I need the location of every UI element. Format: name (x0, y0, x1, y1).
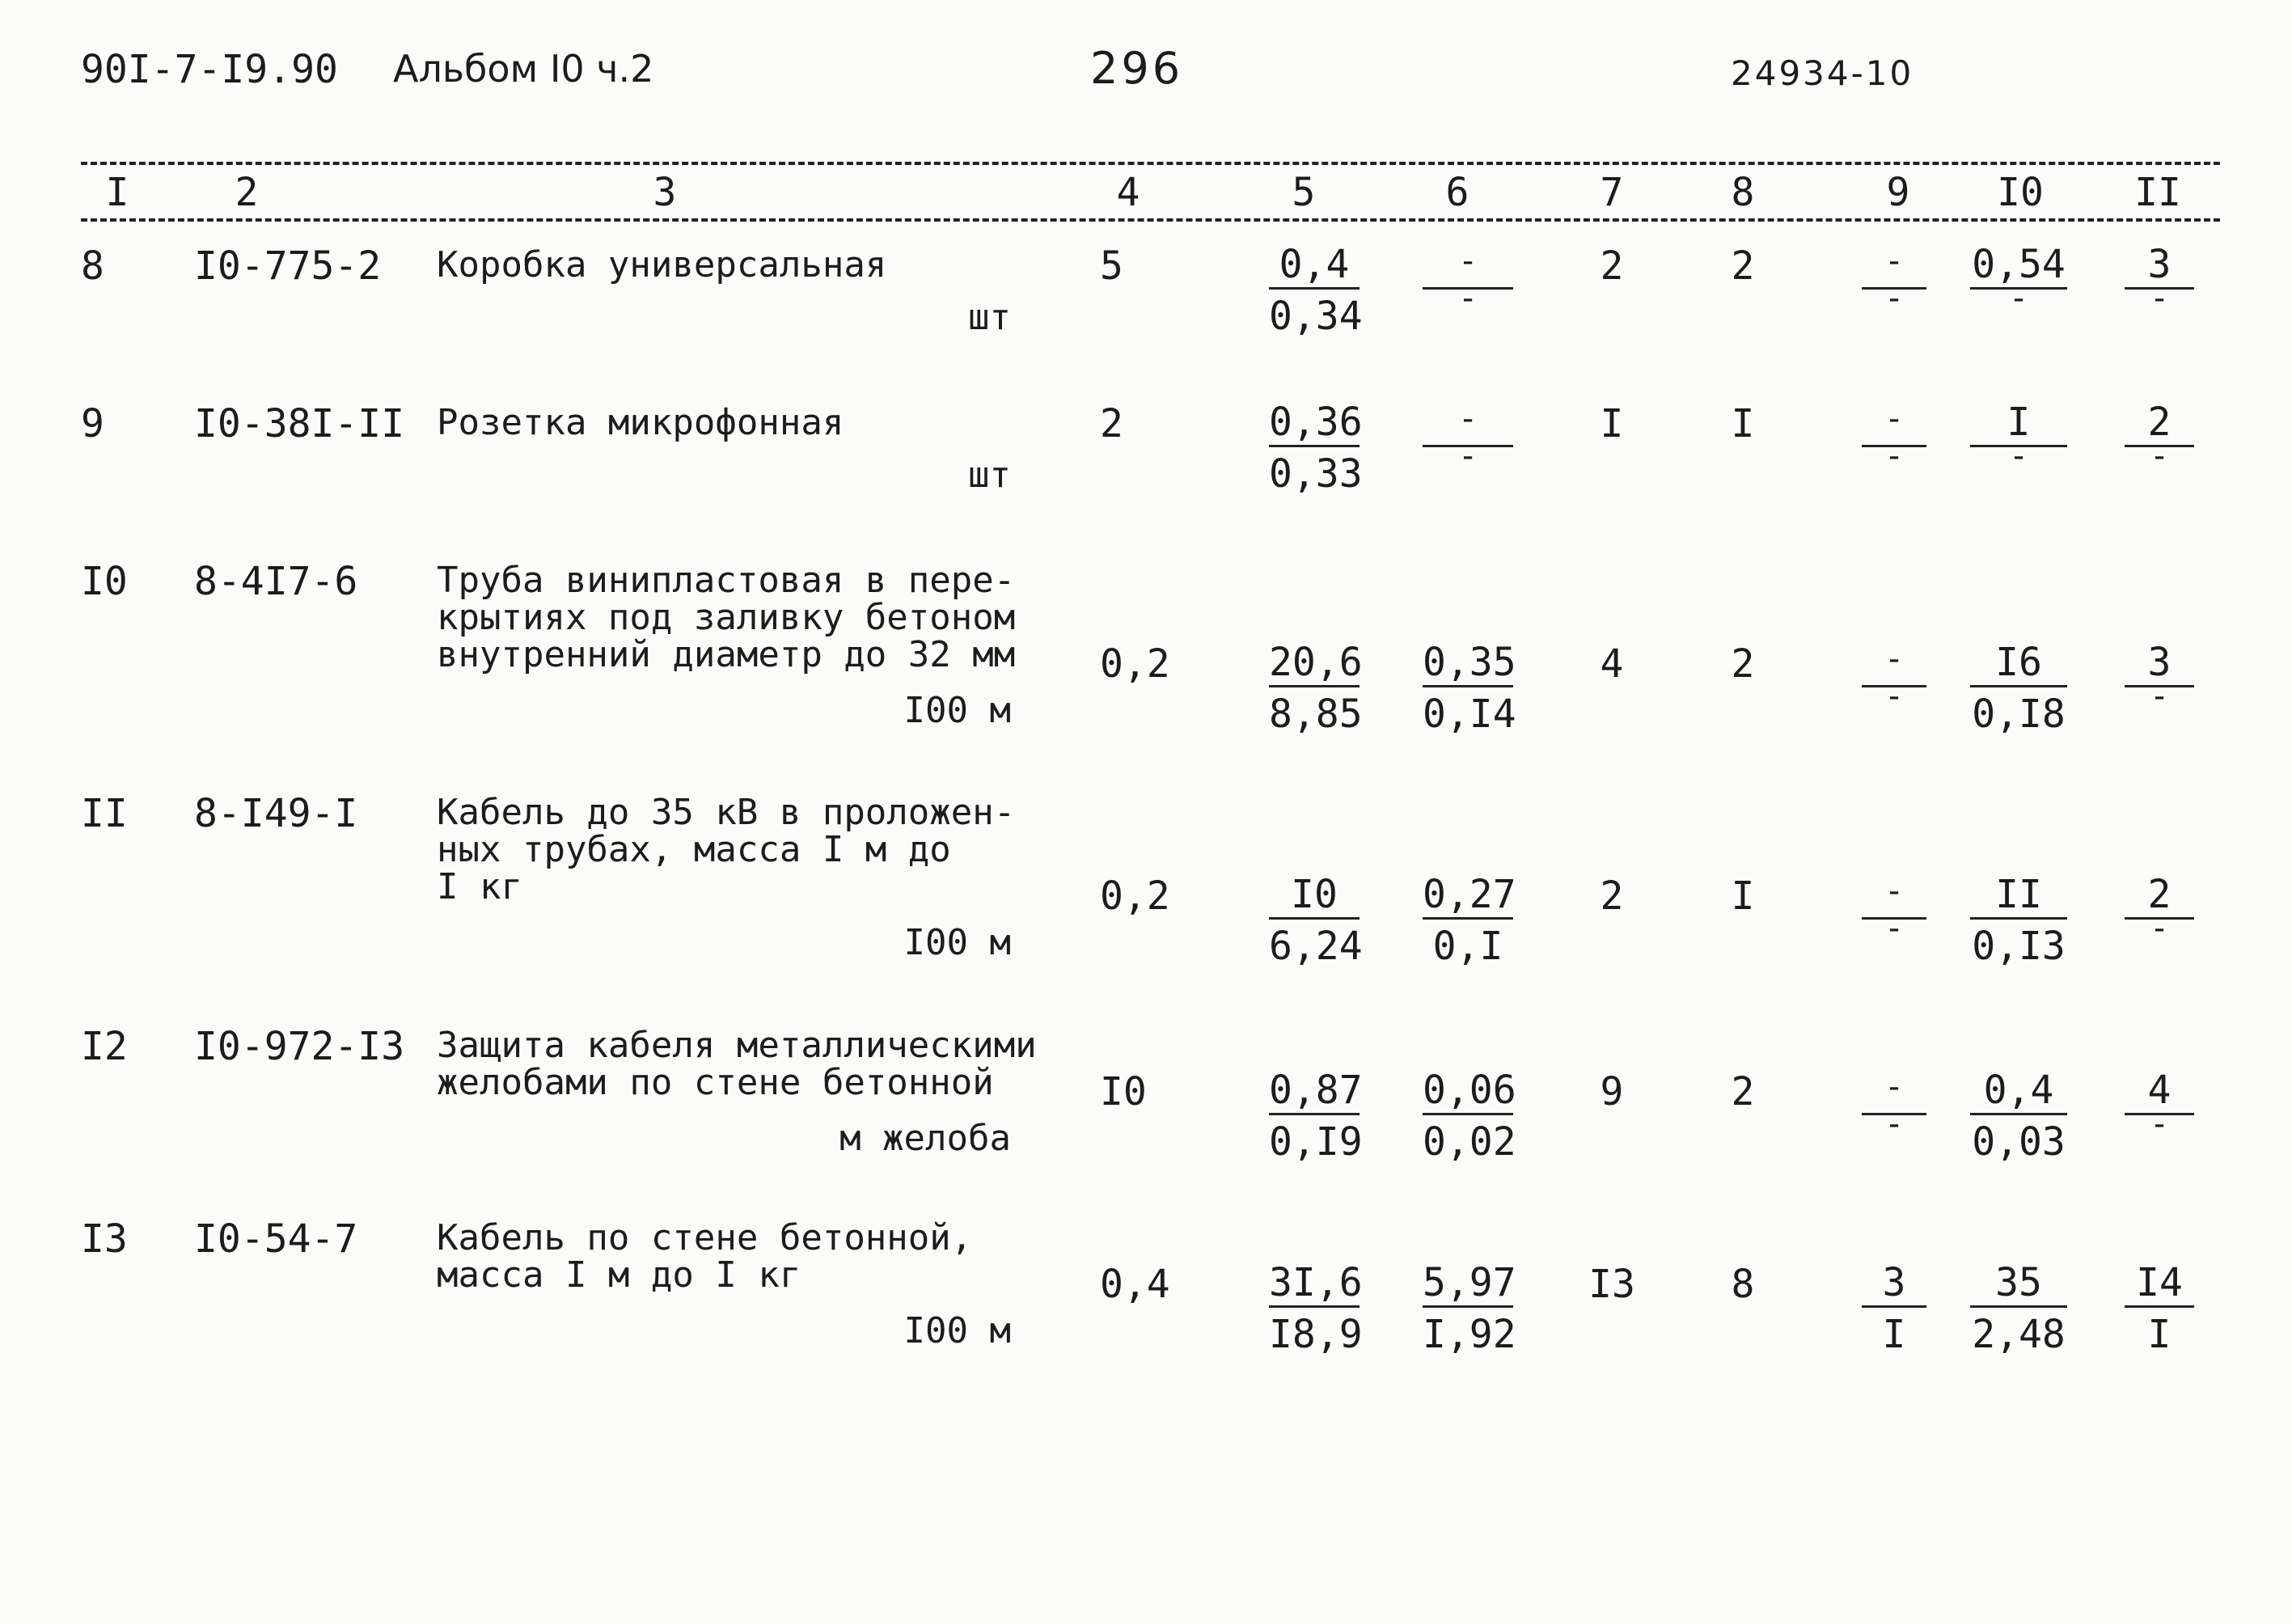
c9-fraction-line (1862, 1305, 1926, 1308)
c11-denominator: - (2149, 280, 2170, 317)
row-code: 8-I49-I (194, 791, 358, 836)
row-code: I0-38I-II (194, 401, 405, 446)
c5-fraction-line (1269, 445, 1360, 447)
c6-numerator: 5,97 (1423, 1260, 1516, 1305)
row-number: II (81, 791, 128, 836)
c10-numerator: I6 (1995, 640, 2042, 685)
c10-numerator: 0,4 (1983, 1068, 2054, 1113)
row-code: 8-4I7-6 (194, 559, 358, 604)
row-unit: I00 м (903, 690, 1011, 731)
row-description: Розетка микрофонная (437, 402, 844, 443)
column-header-5: 5 (1292, 170, 1316, 215)
c5-numerator: 0,4 (1279, 242, 1350, 287)
row-number: 8 (81, 243, 104, 289)
col7-value: 9 (1600, 1069, 1624, 1114)
c11-denominator: - (2149, 678, 2170, 715)
c5-numerator: 20,6 (1269, 640, 1363, 685)
c9-denominator: - (1884, 910, 1905, 947)
col4-value: 0,2 (1100, 641, 1170, 687)
c6-denominator: 0,I4 (1423, 691, 1516, 737)
header-top-rule (81, 162, 2220, 165)
header-bottom-rule (81, 218, 2220, 222)
c11-denominator: - (2149, 1106, 2170, 1143)
c5-fraction-line (1269, 917, 1360, 920)
col7-value: 4 (1600, 641, 1624, 687)
c6-fraction-line (1423, 685, 1513, 687)
doc-code: 90I-7-I9.90 (81, 47, 338, 92)
row-code: I0-972-I3 (194, 1024, 405, 1069)
c6-numerator: 0,35 (1423, 640, 1516, 685)
c6-fraction-line (1423, 1305, 1513, 1308)
row-description: Кабель по стене бетонной, масса I м до I кг (437, 1217, 973, 1296)
c10-numerator: I (2007, 400, 2031, 445)
c5-numerator: I0 (1291, 872, 1338, 917)
c6-denominator: - (1457, 280, 1478, 317)
c9-numerator: - (1884, 641, 1905, 678)
c6-denominator: - (1457, 438, 1478, 475)
c10-denominator: 0,I3 (1972, 924, 2066, 969)
c11-numerator: 3 (2147, 242, 2171, 287)
c11-denominator: - (2149, 438, 2170, 475)
c9-denominator: - (1884, 280, 1905, 317)
c5-fraction-line (1269, 685, 1360, 687)
column-header-8: 8 (1731, 170, 1755, 215)
row-number: I3 (81, 1216, 128, 1262)
c5-denominator: 8,85 (1269, 691, 1363, 737)
c5-numerator: 0,36 (1269, 400, 1363, 445)
c11-fraction-line (2125, 1305, 2194, 1308)
c10-fraction-line (1970, 1113, 2067, 1115)
row-description: Защита кабеля металлическими желобами по стене бетонной (437, 1025, 1037, 1103)
c11-numerator: 2 (2147, 872, 2171, 917)
c10-fraction-line (1970, 917, 2067, 920)
c5-fraction-line (1269, 287, 1360, 290)
c10-numerator: 0,54 (1972, 242, 2066, 287)
col7-value: 2 (1600, 243, 1624, 289)
row-description: Труба винипластовая в пере- крытиях под заливку бетоном внутренний диаметр до 32 мм (437, 560, 1016, 675)
c11-denominator: I (2147, 1312, 2171, 1357)
column-header-10: I0 (1997, 170, 2044, 215)
column-header-1: I (105, 170, 129, 215)
c9-denominator: - (1884, 438, 1905, 475)
col4-value: I0 (1100, 1069, 1147, 1114)
c5-denominator: 0,34 (1269, 294, 1363, 339)
row-unit: шт (968, 455, 1011, 496)
col8-value: 2 (1731, 243, 1755, 289)
c5-numerator: 0,87 (1269, 1068, 1363, 1113)
c10-fraction-line (1970, 1305, 2067, 1308)
col8-value: I (1731, 401, 1755, 446)
col8-value: I (1731, 873, 1755, 919)
column-header-3: 3 (653, 170, 677, 215)
c5-fraction-line (1269, 1305, 1360, 1308)
row-description: Кабель до 35 кВ в проложен- ных трубах, масса I м до I кг (437, 792, 1016, 907)
c5-denominator: 6,24 (1269, 924, 1363, 969)
c10-denominator: - (2008, 438, 2029, 475)
c11-numerator: 2 (2147, 400, 2171, 445)
c6-numerator: - (1457, 400, 1478, 438)
c5-denominator: 0,33 (1269, 451, 1363, 497)
col7-value: I (1600, 401, 1624, 446)
row-number: I2 (81, 1024, 128, 1069)
row-unit: I00 м (903, 922, 1011, 963)
c11-numerator: 3 (2147, 640, 2171, 685)
c9-numerator: - (1884, 243, 1905, 280)
col7-value: 2 (1600, 873, 1624, 919)
row-unit: м желоба (839, 1118, 1011, 1159)
column-header-9: 9 (1886, 170, 1910, 215)
sheet-code: 24934-10 (1731, 53, 1914, 93)
c9-numerator: 3 (1882, 1260, 1906, 1305)
c10-denominator: - (2008, 280, 2029, 317)
c9-denominator: I (1882, 1312, 1906, 1357)
c9-numerator: - (1884, 400, 1905, 438)
page-number: 296 (1090, 43, 1184, 94)
row-number: 9 (81, 401, 104, 446)
col8-value: 8 (1731, 1262, 1755, 1307)
row-code: I0-54-7 (194, 1216, 358, 1262)
col8-value: 2 (1731, 1069, 1755, 1114)
col4-value: 0,2 (1100, 873, 1170, 919)
c10-fraction-line (1970, 685, 2067, 687)
c5-numerator: 3I,6 (1269, 1260, 1363, 1305)
col4-value: 5 (1100, 243, 1123, 289)
row-description: Коробка универсальная (437, 244, 887, 285)
c6-denominator: I,92 (1423, 1312, 1516, 1357)
col8-value: 2 (1731, 641, 1755, 687)
c6-denominator: 0,I (1432, 924, 1503, 969)
c10-denominator: 0,03 (1972, 1119, 2066, 1165)
col4-value: 2 (1100, 401, 1123, 446)
column-header-6: 6 (1445, 170, 1470, 215)
c6-fraction-line (1423, 1113, 1513, 1115)
c10-numerator: II (1995, 872, 2042, 917)
row-unit: шт (968, 297, 1011, 338)
c9-numerator: - (1884, 1068, 1905, 1106)
c5-denominator: I8,9 (1269, 1312, 1363, 1357)
c10-denominator: 0,I8 (1972, 691, 2066, 737)
col4-value: 0,4 (1100, 1262, 1170, 1307)
c6-numerator: 0,06 (1423, 1068, 1516, 1113)
c6-fraction-line (1423, 917, 1513, 920)
album-title: Альбом I0 ч.2 (393, 47, 654, 91)
column-header-2: 2 (235, 170, 259, 215)
c9-numerator: - (1884, 873, 1905, 910)
c6-numerator: - (1457, 243, 1478, 280)
c6-numerator: 0,27 (1423, 872, 1516, 917)
c5-fraction-line (1269, 1113, 1360, 1115)
c6-denominator: 0,02 (1423, 1119, 1516, 1165)
c11-denominator: - (2149, 910, 2170, 947)
c11-numerator: I4 (2136, 1260, 2183, 1305)
column-header-4: 4 (1116, 170, 1140, 215)
row-unit: I00 м (903, 1310, 1011, 1351)
c11-numerator: 4 (2147, 1068, 2171, 1113)
row-number: I0 (81, 559, 128, 604)
c9-denominator: - (1884, 678, 1905, 715)
c10-numerator: 35 (1995, 1260, 2042, 1305)
c5-denominator: 0,I9 (1269, 1119, 1363, 1165)
column-header-7: 7 (1600, 170, 1624, 215)
row-code: I0-775-2 (194, 243, 382, 289)
c10-denominator: 2,48 (1972, 1312, 2066, 1357)
col7-value: I3 (1588, 1262, 1635, 1307)
column-header-11: II (2134, 170, 2181, 215)
c9-denominator: - (1884, 1106, 1905, 1143)
